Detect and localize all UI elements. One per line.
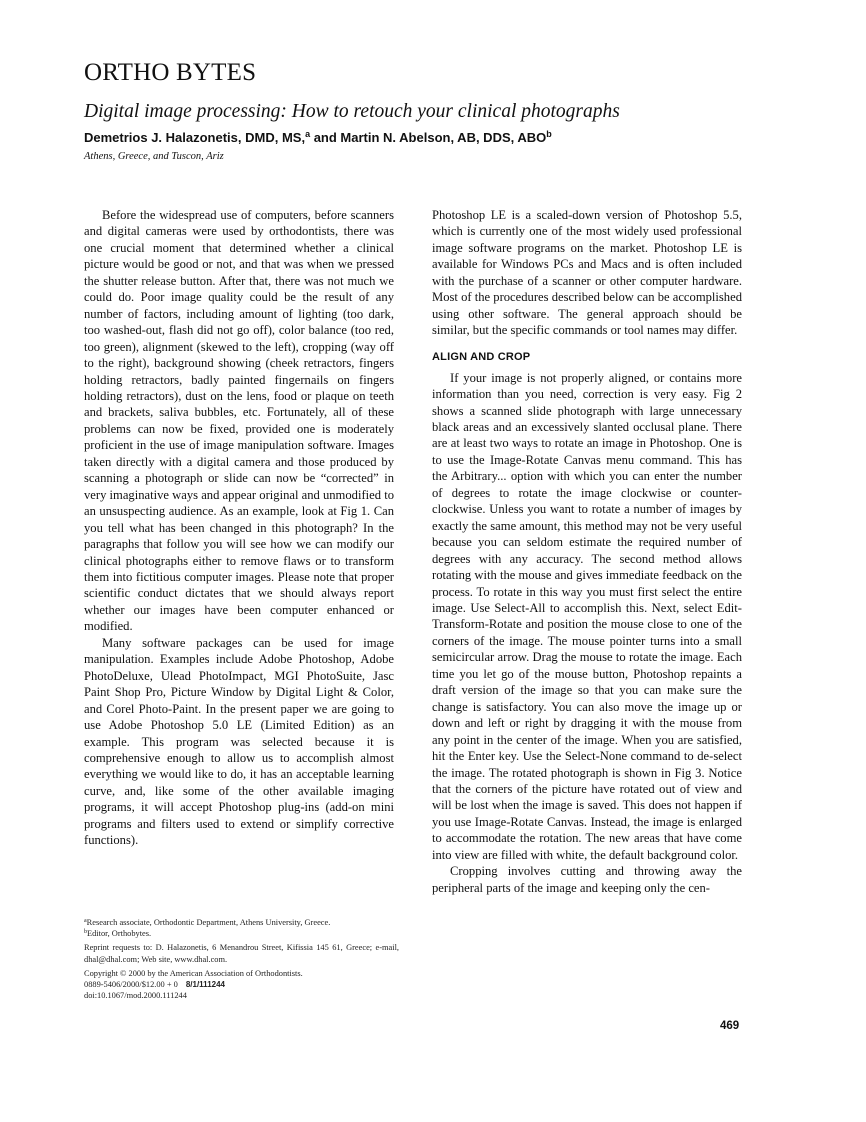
author-line: [84, 129, 552, 147]
footnote-text: Editor, Orthobytes.: [87, 929, 152, 939]
author-name: Martin N. Abelson, AB, DDS, ABO: [340, 130, 547, 145]
body-paragraph: Photoshop LE is a scaled-down version of Photoshop 5.5, which is currently one of the most widely used professional image software programs on the market. Photoshop LE is available for Windows PCs and Macs and is often included with the purchase of a scanner or other computer hardware. Most of the procedures described below can be accomplished using other software. The general approach should be similar, but the specific commands or tool names may differ.: [432, 208, 742, 338]
footnote-a: [84, 917, 399, 928]
issn: 0889-5406/2000/$12.00 + 0: [84, 980, 178, 990]
section-title: ORTHO BYTES: [84, 59, 257, 86]
footnotes: [84, 917, 399, 1001]
author-affiliation: Athens, Greece, and Tuscon, Ariz: [84, 151, 224, 162]
issn-code: 8/1/111244: [185, 980, 225, 990]
issn-line: [84, 979, 399, 990]
right-column: [432, 207, 742, 896]
body-paragraph: Many software packages can be used for image manipulation. Examples include Adobe Photoshop, Adobe PhotoDeluxe, Ulead PhotoImpact, MGI PhotoSuite, Jasc Paint Shop Pro, Picture Window by Digital Light & Color, and Corel Photo-Paint. In the present paper we are going to use Adobe Photoshop 5.0 LE (Limited Edition) as an example. This program was selected because it is comprehensive enough to allow us to accomplish almost everything we would like to do, it has an acceptable learning curve, and, like some of the other available imaging programs, it will accept Photoshop plug-ins (add-on mini programs and filters used to extend or simplify corrective functions).: [84, 635, 394, 848]
author-footnote-marker: b: [546, 129, 552, 139]
author-name: Demetrios J. Halazonetis, DMD, MS,: [84, 130, 306, 145]
page-number: 469: [720, 1020, 740, 1032]
article-title: Digital image processing: How to retouch your clinical photographs: [84, 101, 620, 122]
reprint-requests: Reprint requests to: D. Halazonetis, 6 Menandrou Street, Kifissia 145 61, Greece; e-mail, dhal@dhal.com; Web site, www.dhal.com.: [84, 943, 399, 964]
footnote-marker: b: [84, 929, 87, 936]
section-heading: ALIGN AND CROP: [432, 350, 531, 363]
body-paragraph: Before the widespread use of computers, before scanners and digital cameras were used by orthodontists, there was one crucial moment that determined whether a clinical picture would be good or not, and that was when we pressed the shutter release button. After that, there was not much we could do. Poor image quality could be the result of any number of factors, including amount of lighting (too dark, too washed-out, flash did not go off), color balance (too red, too green), alignment (skewed to the left), cropping (way off to the right), background showing (cheek retractors, fingers holding retractors, badly painted fingernails on fingers holding retractors), dust on the lens, food or plaque on teeth and brackets, saliva bubbles, etc. Fortunately, all of these problems can now be fixed, provided one is moderately proficient in the use of image manipulation software. Images taken directly with a digital camera and those produced by scanning a photograph or slide can now be “corrected” in very imaginative ways and appear original and unmodified to an unsuspecting audience. As an example, look at Fig 1. Can you tell what has been changed in this photograph? In the paragraphs that follow you will see how we can modify our clinical photographs either to remove flaws or to transform them into fictitious computer images. Please note that proper scientific conduct dictates that we should always report whether our images have been computer enhanced or modified.: [84, 208, 394, 634]
doi: doi:10.1067/mod.2000.111244: [84, 991, 187, 1001]
copyright-notice: Copyright © 2000 by the American Association of Orthodontists.: [84, 968, 303, 978]
body-paragraph: Cropping involves cutting and throwing away the peripheral parts of the image and keeping only the cen-: [432, 864, 742, 895]
left-column: [84, 207, 394, 849]
footnote-text: Research associate, Orthodontic Department, Athens University, Greece.: [86, 918, 331, 927]
author-footnote-marker: a: [305, 129, 311, 139]
footnote-b: [84, 928, 399, 939]
body-paragraph: If your image is not properly aligned, or contains more information than you need, correction is very easy. Fig 2 shows a scanned slide photograph with large unnecessary black areas and an excessively slanted occlusal plane. There are at least two ways to rotate an image in Photoshop. One is to use the Image-Rotate Canvas menu command. This has the Arbitrary... option with which you can enter the number of degrees to rotate the image clockwise or counter-clockwise. Unless you want to rotate a number of images by exactly the same amount, this method may not be very useful because you can seldom estimate the required number of degrees with any accuracy. The second method allows rotating with the mouse and gives immediate feedback on the process. To rotate in this way you must first select the entire image. Use Select-All to accomplish this. Next, select Edit-Transform-Rotate and position the mouse close to one of the corners of the image. The mouse pointer turns into a small semicircular arrow. Drag the mouse to rotate the image. Each time you let go of the mouse button, Photoshop repaints a draft version of the image so that you can make sure the change is satisfactory. You can also move the image up or down and left or right by dragging it with the mouse from any point in the center of the image. When you are satisfied, hit the Enter key. Use the Select-None command to de-select the image. The rotated photograph is shown in Fig 3. Notice that the corners of the picture have rotated out of view and will be lost when the image is saved. This does not happen if you use Image-Rotate Canvas. Instead, the image is enlarged to accommodate the rotation. The new areas that have come into view are filled with white, the default background color.: [432, 370, 742, 862]
footnote-marker: a: [84, 918, 87, 924]
author-conjunction: and: [310, 130, 341, 145]
